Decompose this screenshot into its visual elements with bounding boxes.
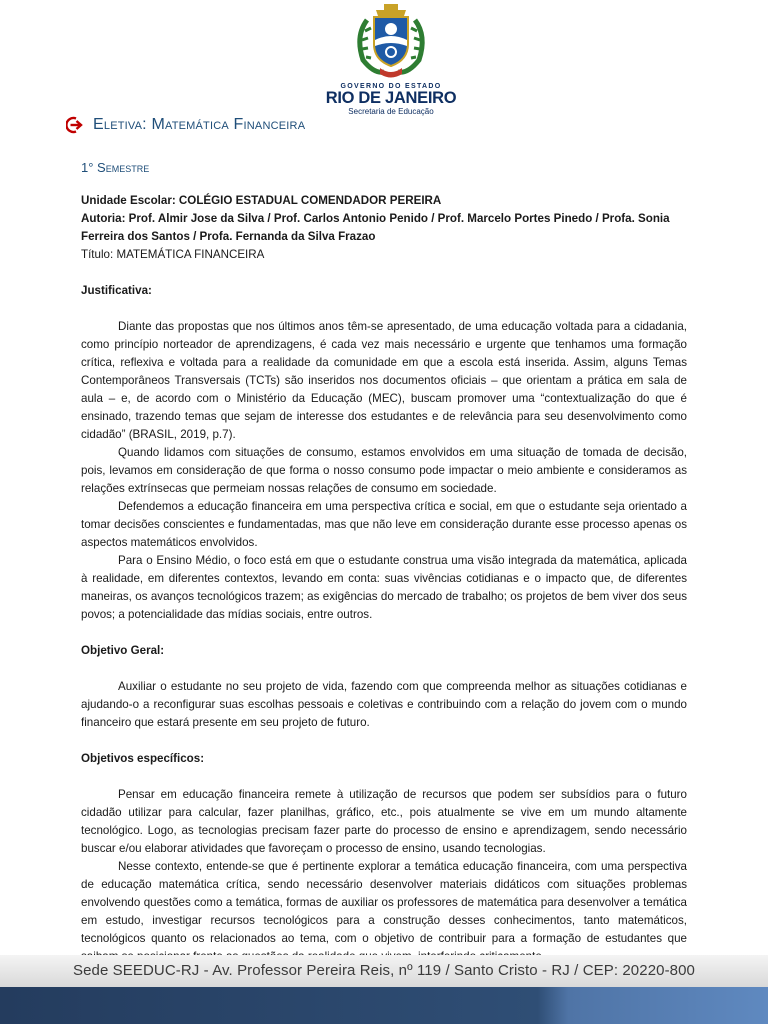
- document-body: [81, 192, 687, 966]
- page-footer: [0, 955, 768, 1024]
- logo-line-state: RIO DE JANEIRO: [325, 89, 457, 107]
- semester-label: 1° Semestre: [81, 160, 150, 175]
- footer-address: Sede SEEDUC-RJ - Av. Professor Pereira Reis, nº 119 / Santo Cristo - RJ / CEP: 20220-800: [72, 962, 696, 979]
- objetivo-geral-heading: Objetivo Geral:: [81, 644, 165, 657]
- logo-line-secretaria: Secretaria de Educação: [348, 107, 434, 116]
- logo-line-gov: GOVERNO DO ESTADO: [340, 83, 442, 90]
- document-title: Eletiva: Matemática Financeira: [93, 116, 306, 133]
- justificativa-paragraph: Diante das propostas que nos últimos anos têm-se apresentado, de uma educação voltada para a cidadania, como princípio norteador de aprendizagens, é cada vez mais necessário e urgente que tenhamos uma formação crítica, reflexiva e voltada para a realidade da comunidade em que a escola está inserida. Assim, alguns Temas Contemporâneos Transversais (TCTs) são inseridos nos documentos oficiais – que orientam a prática em sala de aula – e, de acordo com o Ministério da Educação (MEC), buscam promover uma “contextualização do que é ensinado, trazendo temas que sejam de interesse dos estudantes e de relevância para seu desenvolvimento como cidadão” (BRASIL, 2019, p.7).: [81, 320, 687, 441]
- objetivos-especificos-paragraph: Nesse contexto, entende-se que é pertinente explorar a temática educação financeira, com uma perspectiva de educação matemática crítica, sendo necessário desenvolver materiais didáticos com situações problemas envolvendo questões como a temática, formas de auxiliar os professores de matemática para desenvolver a temática em estudo, investigar recursos tecnológicos para a construção desses conhecimentos, tanto matemáticos, tecnológicos quanto os relacionados ao tema, com o objetivo de contribuir para a formação de estudantes que: [81, 860, 687, 945]
- objetivo-geral-paragraph: Auxiliar o estudante no seu projeto de vida, fazendo com que compreenda melhor as situações cotidianas e ajudando-o a reconfigurar suas escolhas pessoais e coletivas e contribuindo com a relação do jovem com o mundo financeiro que estará presente em seu projeto de futuro.: [81, 680, 687, 729]
- justificativa-paragraph: Quando lidamos com situações de consumo, estamos envolvidos em uma situação de tomada de decisão, pois, levamos em consideração de que forma o nosso consumo pode impactar o meio ambiente e consideramos as relações extrínsecas que permeiam nossas relações de consumo em sociedade.: [81, 446, 687, 495]
- section-heading: [66, 113, 305, 137]
- objetivos-especificos-paragraph: Pensar em educação financeira remete à utilização de recursos que podem ser subsídios para o futuro cidadão utilizar para calcular, fazer planilhas, gráfico, etc., pois atualmente se vive em um mundo altamente tecnológico. Logo, as tecnologias precisam fazer parte do processo de ensino e aprendizagem, sendo necessário buscar e/ou elaborar atividades que favoreçam o processo de ensino, usando tecnologias.: [81, 788, 687, 855]
- footer-bar: [0, 987, 768, 1024]
- objetivos-especificos-heading: Objetivos específicos:: [81, 752, 205, 765]
- arrow-right-circle-icon: [66, 116, 84, 134]
- justificativa-heading: Justificativa:: [81, 284, 152, 297]
- coat-of-arms-icon: [322, 2, 460, 84]
- meta-titulo: Título: MATEMÁTICA FINANCEIRA: [81, 248, 265, 261]
- justificativa-paragraph: Defendemos a educação financeira em uma perspectiva crítica e social, em que o estudante seja orientado a tomar decisões conscientes e fundamentadas, mas que não leve em consideração durante esse processo apenas os aspectos matemáticos envolvidos.: [81, 500, 687, 549]
- state-logo: [322, 2, 460, 120]
- meta-autoria: Autoria: Prof. Almir Jose da Silva / Prof. Carlos Antonio Penido / Prof. Marcelo Portes Pinedo / Profa. Sonia Ferreira dos Santos / Profa. Fernanda da Silva Frazao: [81, 212, 670, 243]
- justificativa-paragraph: Para o Ensino Médio, o foco está em que o estudante construa uma visão integrada da matemática, aplicada à realidade, em diferentes contextos, levando em conta: suas vivências cotidianas e o impacto que, de diferentes maneiras, os avanços tecnológicos trazem; as exigências do mercado de trabalho; os projetos de bem viver dos seus povos; a potencialidade das mídias sociais, entre outros.: [81, 554, 687, 621]
- meta-unidade: Unidade Escolar: COLÉGIO ESTADUAL COMENDADOR PEREIRA: [81, 194, 442, 207]
